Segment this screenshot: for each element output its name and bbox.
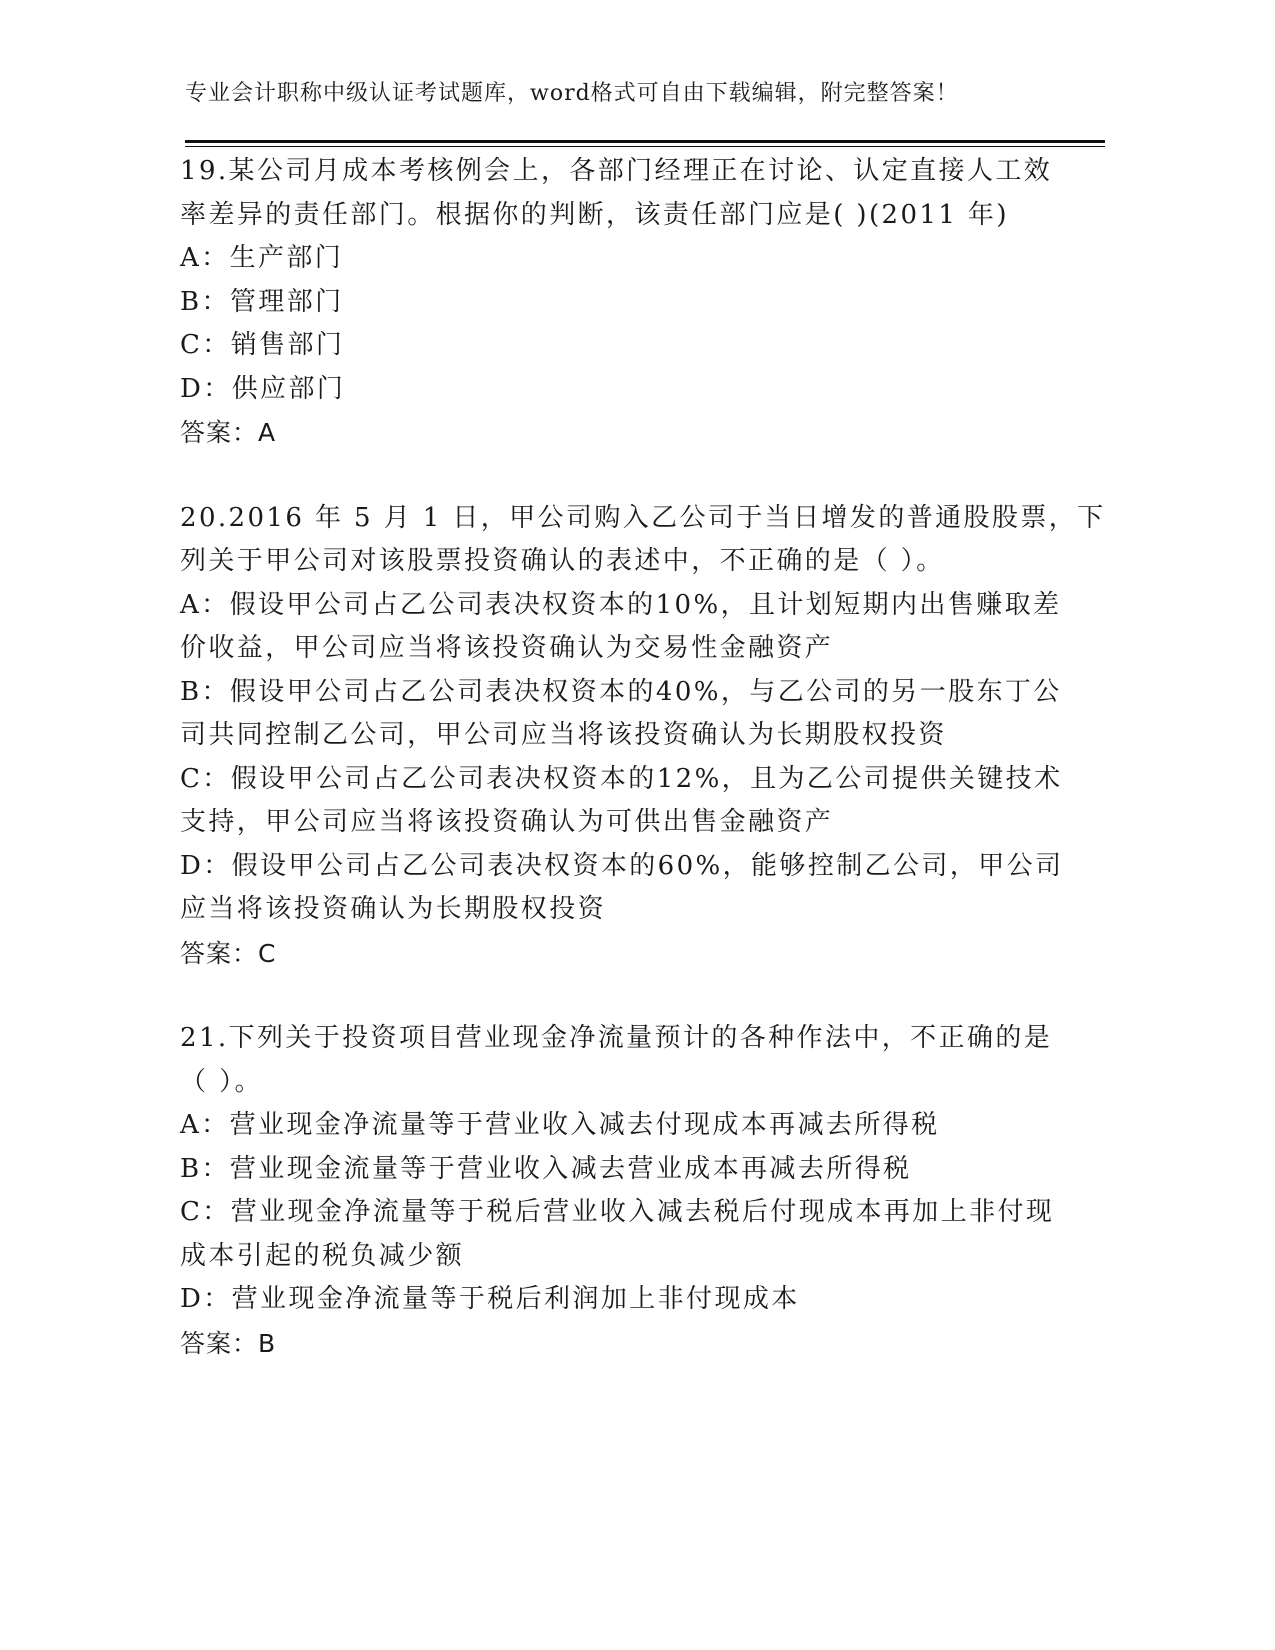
option-a: A：假设甲公司占乙公司表决权资本的10%，且计划短期内出售赚取差: [180, 589, 1062, 620]
option-c: C：营业现金净流量等于税后营业收入减去税后付现成本再加上非付现: [180, 1197, 1055, 1227]
option-d: D：营业现金净流量等于税后利润加上非付现成本: [180, 1284, 800, 1314]
option-b: B：营业现金流量等于营业收入减去营业成本再减去所得税: [180, 1153, 912, 1184]
answer: 答案：A: [180, 418, 277, 447]
option-a: A：营业现金净流量等于营业收入减去付现成本再减去所得税: [180, 1110, 940, 1140]
option-c: C：假设甲公司占乙公司表决权资本的12%，且为乙公司提供关键技术: [180, 763, 1063, 794]
header-rule-thin: [185, 146, 1105, 147]
option-c-cont: 支持，甲公司应当将该投资确认为可供出售金融资产: [180, 807, 834, 837]
question-stem-line: 列关于甲公司对该股票投资确认的表述中，不正确的是（ ）。: [180, 546, 945, 576]
question-stem-line: 19.某公司月成本考核例会上，各部门经理正在讨论、认定直接人工效: [180, 156, 1053, 186]
option-d: D：假设甲公司占乙公司表决权资本的60%，能够控制乙公司，甲公司: [180, 850, 1064, 881]
question-stem-line: （ ）。: [180, 1066, 263, 1097]
option-c: C：销售部门: [180, 330, 345, 360]
answer: 答案：B: [180, 1328, 277, 1358]
question-list: [180, 150, 1106, 1407]
question-20: [180, 497, 1106, 976]
question-19: [180, 150, 1053, 455]
answer: 答案：C: [180, 938, 277, 968]
question-stem-line: 率差异的责任部门。根据你的判断，该责任部门应是( )(2011 年): [180, 199, 1009, 230]
question-stem-line: 20.2016 年 5 月 1 日，甲公司购入乙公司于当日增发的普通股股票，下: [180, 502, 1106, 533]
question-stem-line: 21.下列关于投资项目营业现金净流量预计的各种作法中，不正确的是: [180, 1023, 1053, 1053]
option-b-cont: 司共同控制乙公司，甲公司应当将该投资确认为长期股权投资: [180, 720, 947, 750]
option-a-cont: 价收益，甲公司应当将该投资确认为交易性金融资产: [180, 633, 834, 663]
option-c-cont: 成本引起的税负减少额: [180, 1240, 465, 1271]
option-b: B：假设甲公司占乙公司表决权资本的40%，与乙公司的另一股东丁公: [180, 676, 1062, 707]
option-d-cont: 应当将该投资确认为长期股权投资: [180, 894, 607, 924]
option-b: B：管理部门: [180, 286, 344, 317]
option-d: D：供应部门: [180, 373, 346, 404]
option-a: A：生产部门: [180, 243, 344, 273]
page-header: 专业会计职称中级认证考试题库，word格式可自由下载编辑，附完整答案！: [185, 81, 959, 106]
question-21: [180, 1017, 1055, 1365]
header-rule: [185, 140, 1105, 143]
